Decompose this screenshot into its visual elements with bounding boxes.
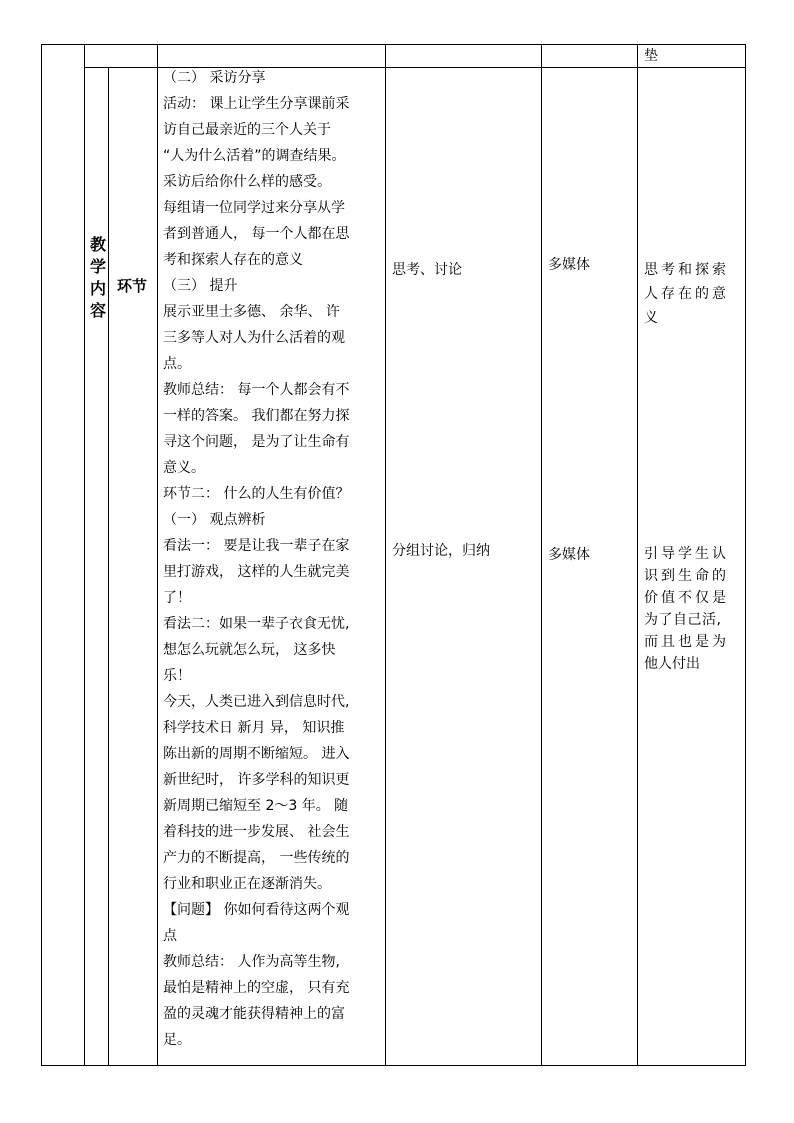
content-line: （一） 观点辨析 — [163, 512, 266, 528]
header-col6-text: 垫 — [644, 48, 658, 64]
content-line: 看法一： 要是让我一辈子在家 — [163, 538, 350, 554]
student-activity-2: 分组讨论，归纳 — [392, 543, 490, 559]
content-line: 足。 — [163, 1032, 191, 1048]
content-line: 采访后给你什么样的感受。 — [163, 174, 331, 190]
sub-label: 环节 — [117, 277, 148, 295]
content-line: 新世纪时， 许多学科的知识更 — [163, 772, 350, 788]
content-line: 着科技的进一步发展、 社会生 — [163, 824, 350, 840]
table-bottom-border — [41, 1065, 745, 1066]
section-label-char: 学 — [89, 257, 106, 276]
content-line: 三多等人对人为什么活着的观 — [163, 330, 345, 346]
student-activity-1: 思考、讨论 — [392, 262, 462, 278]
col-border-5 — [541, 44, 542, 1066]
content-line: 展示亚里士多德、 余华、 许 — [163, 304, 340, 320]
content-line: 产力的不断提高， 一些传统的 — [163, 850, 350, 866]
content-line: 访自己最亲近的三个人关于 — [163, 122, 331, 138]
content-line: 了！ — [163, 590, 191, 606]
content-line: 寻这个问题， 是为了让生命有 — [163, 434, 350, 450]
content-line: 里打游戏， 这样的人生就完美 — [163, 564, 350, 580]
col-border-4 — [385, 44, 386, 1066]
content-line: 一样的答案。 我们都在努力探 — [163, 408, 350, 424]
content-line: 考和探索人存在的意义 — [163, 252, 303, 268]
content-line: 者到普通人， 每一个人都在思 — [163, 226, 350, 242]
content-line: 意义。 — [163, 460, 205, 476]
content-line: （二） 采访分享 — [163, 70, 266, 86]
intent-line: 思考和探索 — [644, 262, 729, 278]
content-line: 每组请一位同学过来分享从学 — [163, 200, 345, 216]
media-1: 多媒体 — [548, 257, 590, 273]
intent-block-2 — [644, 543, 729, 675]
col-border-7 — [745, 44, 746, 1066]
content-line: 教师总结： 人作为高等生物, — [163, 954, 340, 970]
content-line: 想怎么玩就怎么玩， 这多快 — [163, 642, 336, 658]
content-line: 今天，人类已进入到信息时代, — [163, 694, 350, 710]
intent-line: 为了自己活, — [644, 612, 722, 628]
col-border-2 — [108, 67, 109, 1066]
content-line: 新周期已缩短至 2～3 年。 随 — [163, 798, 349, 814]
content-line: 行业和职业正在逐渐消失。 — [163, 876, 331, 892]
col-border-6 — [637, 44, 638, 1066]
intent-line: 而且也是为 — [644, 634, 729, 650]
content-line: （三） 提升 — [163, 278, 238, 294]
intent-line: 价值不仅是 — [644, 590, 729, 606]
media-2: 多媒体 — [548, 547, 590, 563]
table-top-border — [41, 44, 745, 45]
content-line: 点 — [163, 928, 177, 944]
content-line: “人为什么活着”的调查结果。 — [163, 148, 346, 164]
col-border-1 — [84, 44, 85, 1066]
intent-line: 识到生命的 — [644, 568, 729, 584]
content-line: 环节二： 什么的人生有价值？ — [163, 486, 350, 502]
content-column — [163, 65, 349, 1053]
content-line: 教师总结： 每一个人都会有不 — [163, 382, 350, 398]
intent-line: 义 — [644, 310, 661, 326]
col-border-0 — [41, 44, 42, 1066]
content-line: 陈出新的周期不断缩短。 进入 — [163, 746, 350, 762]
content-line: 科学技术日 新月 异， 知识推 — [163, 720, 345, 736]
content-line: 最怕是精神上的空虚， 只有充 — [163, 980, 350, 996]
content-line: 【问题】 你如何看待这两个观 — [163, 902, 350, 918]
section-label-char: 容 — [89, 301, 106, 320]
content-line: 活动： 课上让学生分享课前采 — [163, 96, 350, 112]
intent-block-1 — [644, 258, 729, 330]
section-label-vertical — [88, 234, 108, 322]
intent-line: 人存在的意 — [644, 286, 729, 302]
section-label-char: 内 — [89, 279, 106, 298]
intent-line: 引导学生认 — [644, 546, 729, 562]
intent-line: 他人付出 — [644, 656, 700, 672]
section-label-char: 教 — [89, 235, 106, 254]
content-line: 乐！ — [163, 668, 191, 684]
content-line: 点。 — [163, 356, 191, 372]
content-line: 看法二：如果一辈子衣食无忧, — [163, 616, 350, 632]
content-line: 盈的灵魂才能获得精神上的富 — [163, 1006, 345, 1022]
col-border-3 — [157, 44, 158, 1066]
